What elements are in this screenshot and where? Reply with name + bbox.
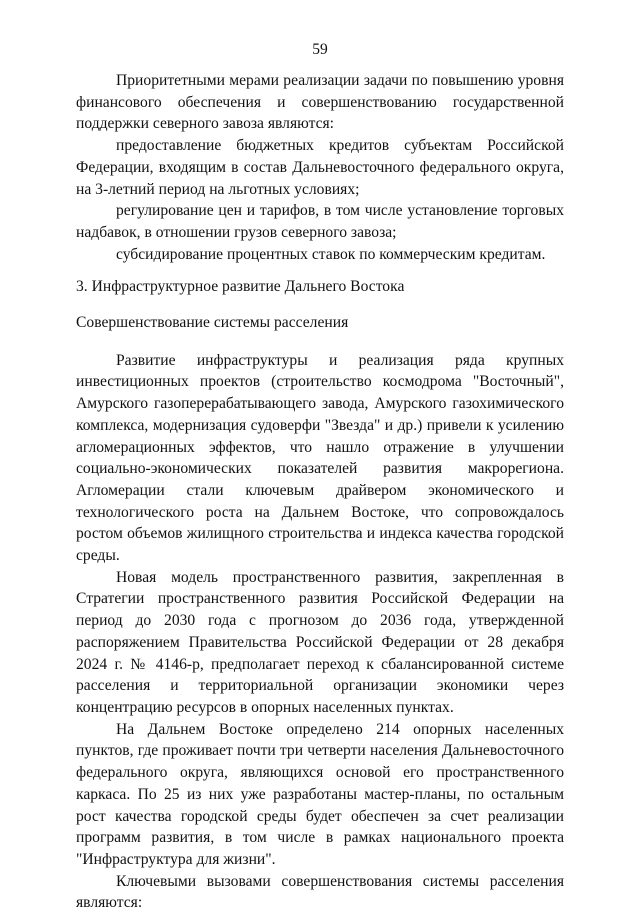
paragraph-key-challenges: Ключевыми вызовами совершенствования системы расселения являются: <box>76 872 564 912</box>
subsection-heading: Совершенствование системы расселения <box>76 314 349 332</box>
paragraph-budget-credits: предоставление бюджетных кредитов субъектам Российской Федерации, входящим в состав Дальневосточного федерального округа, на 3-летний период на льготных условиях; <box>76 137 564 198</box>
paragraph-interest-subsidy: субсидирование процентных ставок по коммерческим кредитам. <box>116 245 546 263</box>
paragraph-priority-measures: Приоритетными мерами реализации задачи по повышению уровня финансового обеспечения и совершенствованию государственной поддержки северного завоза являются: <box>76 72 564 133</box>
paragraph-support-settlements: На Дальнем Востоке определено 214 опорных населенных пунктов, где проживает почти три четверти населения Дальневосточного федерального округа, являющихся основой его пространственного каркаса. По 25 из них уже разработаны мастер-планы, по остальным рост качества городской среды будет обеспечен за счет реализации программ развития, в том числе в рамках национального проекта "Инфраструктура для жизни". <box>76 720 564 868</box>
document-body <box>76 70 564 914</box>
paragraph-price-regulation: регулирование цен и тарифов, в том числе установление торговых надбавок, в отношении грузов северного завоза; <box>76 202 564 241</box>
section-heading: 3. Инфраструктурное развитие Дальнего Востока <box>76 278 405 296</box>
paragraph-infrastructure-development: Развитие инфраструктуры и реализация ряда крупных инвестиционных проектов (строительство космодрома "Восточный", Амурского газоперерабатывающего завода, Амурского газохимического комплекса, модернизация судоверфи "Звезда" и др.) привели к усилению агломерационных эффектов, что нашло отражение в улучшении социально-экономических показателей развития макрорегиона. Агломерации стали ключевым драйвером экономического и технологического роста на Дальнем Востоке, что сопровождалось ростом объемов жилищного строительства и индекса качества городской среды. <box>76 351 564 565</box>
paragraph-spatial-model: Новая модель пространственного развития, закрепленная в Стратегии пространственного развития Российской Федерации на период до 2030 года с прогнозом до 2036 года, утвержденной распоряжением Правительства Российской Федерации от 28 декабря 2024 г. № 4146-р, предполагает переход к сбалансированной системе расселения и территориальной организации экономики через концентрацию ресурсов в опорных населенных пунктах. <box>76 568 564 716</box>
page-number: 59 <box>312 41 328 58</box>
